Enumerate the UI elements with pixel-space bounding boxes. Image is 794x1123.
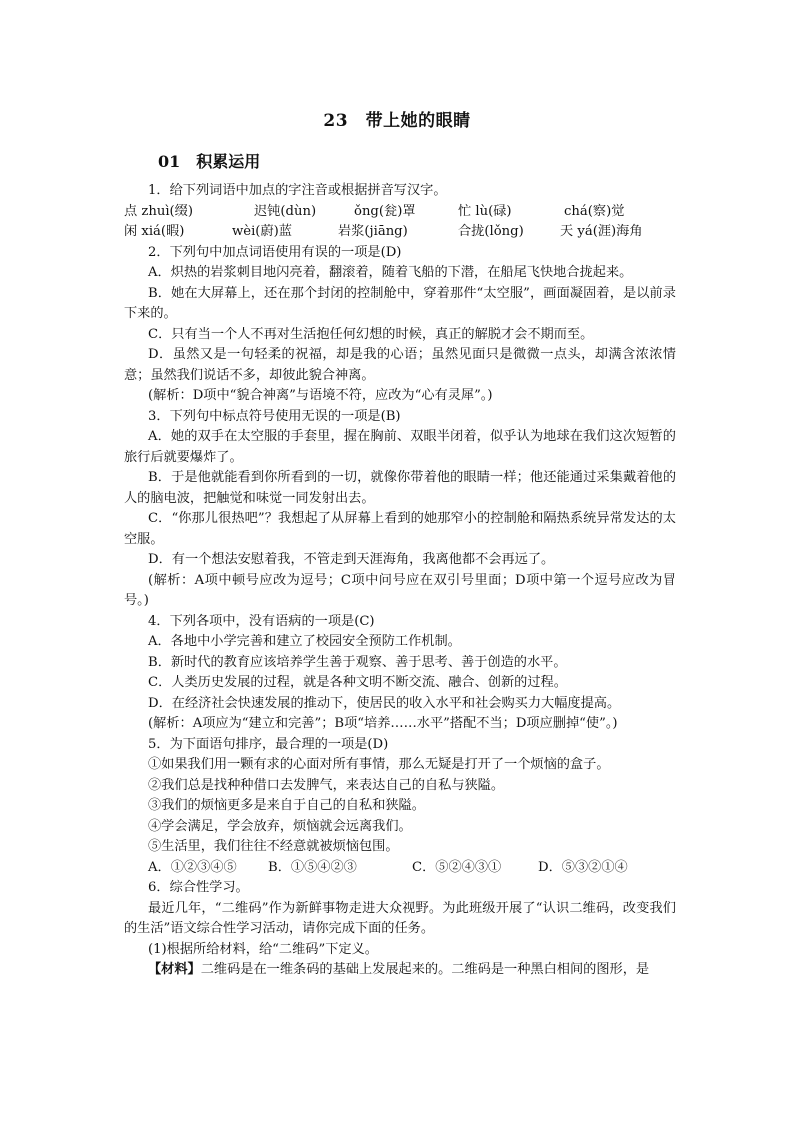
q3-analysis: (解析：A项中顿号应改为逗号；C项中问号应在双引号里面；D项中第一个逗号应改为冒号。) — [124, 572, 676, 608]
q1-item: 闲 xiá(暇) — [124, 224, 185, 239]
q1-row-2 — [124, 222, 676, 243]
q5-options — [124, 858, 676, 879]
q2-option-d: D．虽然又是一句轻柔的祝福，却是我的心语；虽然见面只是微微一点头，却满含浓浓情意；虽然我们说话不多，却彼此貌合神离。 — [124, 347, 676, 383]
q3-option-a: A．她的双手在太空服的手套里，握在胸前、双眼半闭着，似乎认为地球在我们这次短暂的旅行后就要爆炸了。 — [124, 429, 676, 465]
q5-option-a: A．①②③④⑤ — [148, 859, 237, 875]
q5-option-c: C．⑤②④③① — [412, 859, 502, 875]
q6-intro: 最近几年，“二维码”作为新鲜事物走进大众视野。为此班级开展了“认识二维码，改变我们的生活”语文综合性学习活动，请你完成下面的任务。 — [124, 900, 676, 936]
q1-item: 合拢(lǒng) — [458, 224, 524, 239]
q1-item: ǒng(瓮)罩 — [354, 203, 416, 219]
material-label: 【材料】 — [148, 962, 201, 977]
q2-stem: 2．下列句中加点词语使用有误的一项是(D) — [148, 244, 402, 260]
q2-option-b: B．她在大屏幕上，还在那个封闭的控制舱中，穿着那件“太空服”，画面凝固着，是以前录下来的。 — [124, 285, 676, 321]
q3-option-d: D．有一个想法安慰着我，不管走到天涯海角，我离他都不会再远了。 — [148, 552, 555, 567]
q4-option-d: D．在经济社会快速发展的推动下，使居民的收入水平和社会购买力大幅度提高。 — [148, 695, 621, 711]
lesson-title: 23 带上她的眼睛 — [323, 111, 471, 131]
q5-option-d: D．⑤③②①④ — [538, 859, 628, 875]
q1-item: 岩浆(jiāng) — [338, 224, 408, 239]
q5-sentence-2: ②我们总是找种种借口去发脾气，来表达自己的自私与狭隘。 — [148, 777, 505, 793]
q1-item: 点 zhuì(缀) — [124, 203, 194, 219]
q5-option-b: B．①⑤④②③ — [268, 859, 357, 875]
q2-option-c: C．只有当一个人不再对生活抱任何幻想的时候，真正的解脱才会不期而至。 — [148, 326, 594, 342]
q4-option-b: B．新时代的教育应该培养学生善于观察、善于思考、善于创造的水平。 — [148, 654, 567, 670]
q1-item: chá(察)觉 — [564, 203, 625, 219]
q4-option-c: C．人类历史发展的过程，就是各种文明不断交流、融合、创新的过程。 — [148, 675, 567, 690]
q2-option-a: A．炽热的岩浆刺目地闪亮着，翻滚着，随着飞船的下潜，在船尾飞快地合拢起来。 — [148, 265, 633, 280]
q1-item: 迟钝(dùn) — [254, 203, 317, 219]
q6-material — [124, 960, 676, 981]
q4-option-a: A．各地中小学完善和建立了校园安全预防工作机制。 — [148, 634, 461, 649]
material-text: 二维码是在一维条码的基础上发展起来的。二维码是一种黑白相间的图形，是 — [200, 962, 650, 977]
q4-stem: 4．下列各项中，没有语病的一项是(C) — [148, 613, 375, 629]
q3-option-b: B．于是他就能看到你所看到的一切，就像你带着他的眼睛一样；他还能通过采集戴着他的人的脑电波，把触觉和味觉一同发射出去。 — [124, 470, 676, 506]
section-heading: 01 积累运用 — [158, 152, 261, 171]
exercise-body — [124, 181, 676, 981]
q2-analysis: (解析：D项中“貌合神离”与语境不符，应改为“心有灵犀”。) — [148, 388, 493, 403]
q5-sentence-4: ④学会满足，学会放弃，烦恼就会远离我们。 — [148, 818, 412, 834]
q4-analysis: (解析：A项应为“建立和完善”；B项“培养……水平”搭配不当；D项应删掉“使”。) — [148, 716, 618, 731]
q1-stem: 1．给下列词语中加点的字注音或根据拼音写汉字。 — [148, 183, 447, 198]
q1-item: 忙 lù(碌) — [458, 203, 512, 219]
q3-option-c: C．“你那儿很热吧”？我想起了从屏幕上看到的她那窄小的控制舱和隔热系统异常发达的太空服。 — [124, 511, 676, 547]
q3-stem: 3．下列句中标点符号使用无误的一项是(B) — [148, 408, 401, 424]
q1-item: wèi(蔚)蓝 — [232, 224, 292, 239]
q6-task-1: (1)根据所给材料，给“二维码”下定义。 — [148, 941, 378, 957]
q5-sentence-5: ⑤生活里，我们往往不经意就被烦恼包围。 — [148, 839, 399, 854]
q6-stem: 6．综合性学习。 — [148, 880, 249, 895]
q5-sentence-3: ③我们的烦恼更多是来自于自己的自私和狭隘。 — [148, 798, 425, 813]
q1-item: 天 yá(涯)海角 — [560, 224, 643, 239]
q5-stem: 5．为下面语句排序，最合理的一项是(D) — [148, 736, 389, 752]
q5-sentence-1: ①如果我们用一颗有求的心面对所有事情，那么无疑是打开了一个烦恼的盒子。 — [148, 757, 610, 772]
q1-row-1 — [124, 202, 676, 223]
